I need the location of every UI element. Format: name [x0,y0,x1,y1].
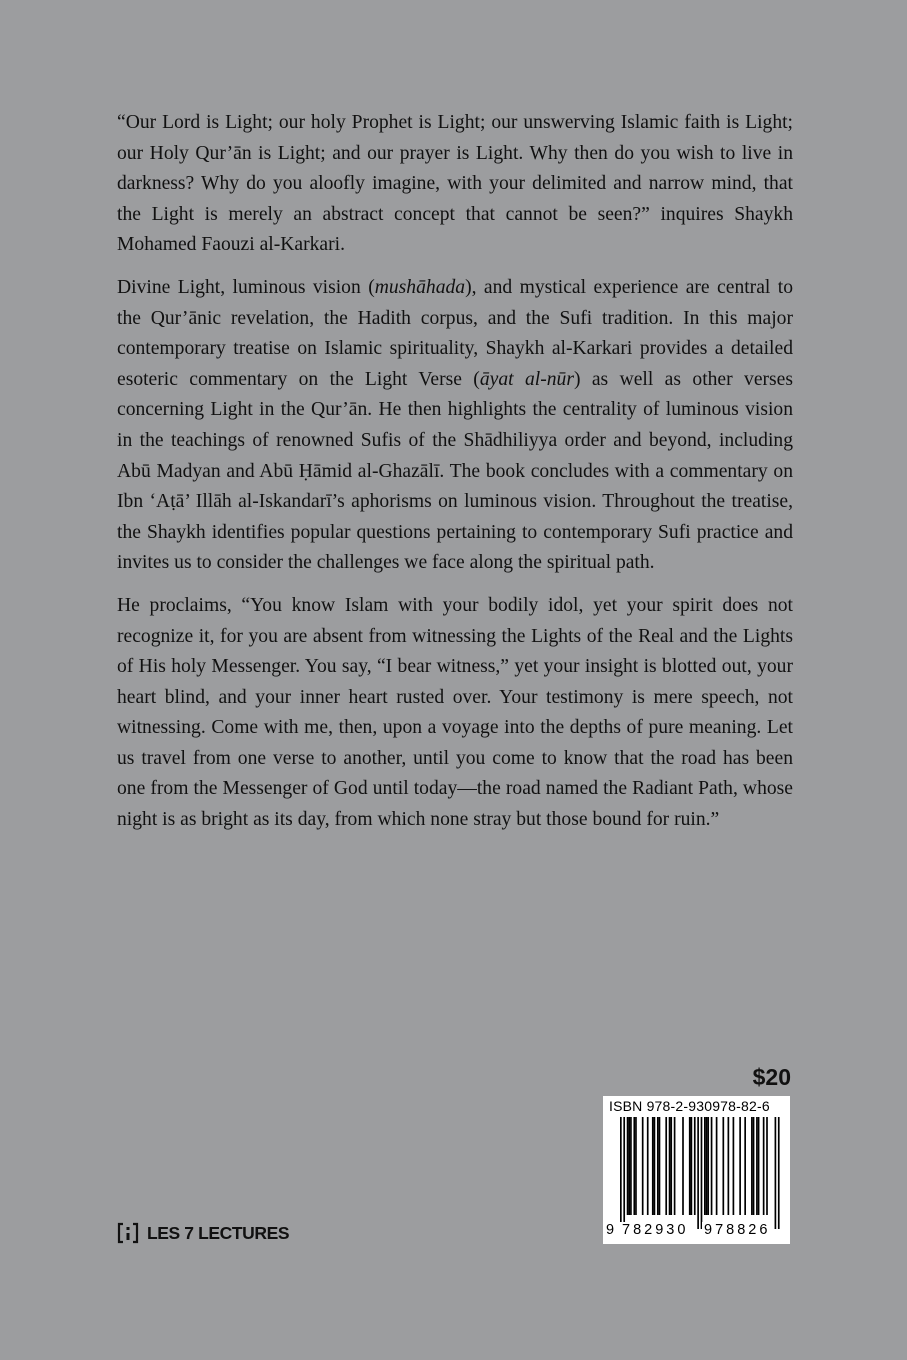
barcode-bar [711,1117,713,1215]
barcode-bar [766,1117,768,1215]
barcode-bars [608,1117,786,1235]
ean-first-digit: 9 [606,1222,615,1238]
barcode-bar [620,1117,622,1229]
barcode-bar [654,1117,656,1215]
barcode-bar [758,1117,760,1215]
barcode-bar [642,1117,644,1215]
barcode-bar [756,1117,758,1215]
barcode-bar [744,1117,746,1215]
blurb-p2-part-a: Divine Light, luminous vision ( [117,276,375,298]
barcode-bar [707,1117,709,1215]
isbn-barcode [603,1096,790,1244]
barcode-bar [623,1117,625,1229]
blurb-term-ayat-al-nur: āyat al-nūr [479,368,574,390]
barcode-bar [751,1117,753,1215]
barcode-bar [775,1117,777,1229]
barcode-bar [665,1117,667,1215]
blurb-p2-part-c: ) as well as other verses concerning Light in the Qur’ān. He then highlights the centrality of luminous vision in the teachings of renowned Sufis of the Shādhiliyya order and beyond, including Abū Madyan and Abū Ḥāmid al-Ghazālī. The book concludes with a commentary on Ibn ‘Aṭā’ Illāh al-Iskandarī’s aphorisms on luminous vision. Throughout the treatise, the Shaykh identifies popular questions pertaining to contemporary Sufi practice and invites us to consider the challenges we face along the spiritual path. [117,368,794,574]
barcode-bar [697,1117,699,1229]
barcode-bar [670,1117,672,1215]
barcode-bar [647,1117,649,1215]
ean-left-group: 782930 [622,1222,689,1238]
blurb-paragraph-3: He proclaims, “You know Islam with your bodily idol, yet your spirit does not recognize it, for you are absent from witnessing the Lights of the Real and the Lights of His holy Messenger. You say, “I bear witness,” yet your insight is blotted out, your heart blind, and your inner heart rusted over. Your testimony is mere speech, not witnessing. Come with me, then, upon a voyage into the depths of pure meaning. Let us travel from one verse to another, until you come to know that the road has been one from the Messenger of God until today—the road named the Radiant Path, whose night is as bright as its day, from which none stray but those bound for ruin.” [117,594,793,831]
barcode-bar [674,1117,676,1215]
isbn-label: ISBN 978-2-930978-82-6 [609,1098,770,1114]
barcode-bar [716,1117,718,1215]
barcode-bar [694,1117,696,1215]
ean-right-group: 978826 [704,1222,771,1238]
barcode-bar [669,1117,671,1215]
barcode-bar [753,1117,755,1215]
barcode-bar [689,1117,691,1215]
barcode-bar [657,1117,659,1215]
barcode-bar [733,1117,735,1215]
barcode-bar [633,1117,635,1215]
les-7-lectures-logo-icon [117,1222,139,1244]
barcode-bar [627,1117,629,1215]
barcode-bar [659,1117,661,1215]
barcode-bar [682,1117,684,1215]
publisher-name: LES 7 LECTURES [147,1222,290,1243]
barcode-bar [635,1117,637,1215]
barcode-bar [630,1117,632,1215]
barcode-bar [691,1117,693,1215]
barcode-bar [722,1117,724,1215]
blurb-paragraph-2 [117,273,793,579]
blurb-paragraph-1: “Our Lord is Light; our holy Prophet is Light; our unswerving Islamic faith is Light; our Holy Qur’ān is Light; and our prayer is Light. Why then do you wish to live in darkness? Why do you aloofly imagine, with your delimited and narrow mind, that the Light is merely an abstract concept that cannot be seen?” inquires Shaykh Mohamed Faouzi al-Karkari. [117,112,793,256]
barcode-bar [701,1117,703,1229]
barcode-bar [728,1117,730,1215]
barcode-bar [763,1117,765,1215]
blurb-p2-part-b: ), and mystical experience are central to the Qur’ānic revelation, the Hadith corpus, and the Sufi tradition. In this major contemporary treatise on Islamic spirituality, Shaykh al-Karkari provides a detailed esoteric commentary on the Light Verse ( [117,276,794,390]
barcode-bar [652,1117,654,1215]
back-cover-blurb [117,108,793,848]
barcode-bar [628,1117,630,1215]
blurb-term-mushahada: mushāhada [374,276,466,298]
barcode-bar [778,1117,780,1229]
price-label: $20 [752,1064,791,1090]
barcode-bar [706,1117,708,1215]
publisher-imprint [117,1221,289,1245]
barcode-bar [704,1117,706,1215]
barcode-bar [739,1117,741,1215]
